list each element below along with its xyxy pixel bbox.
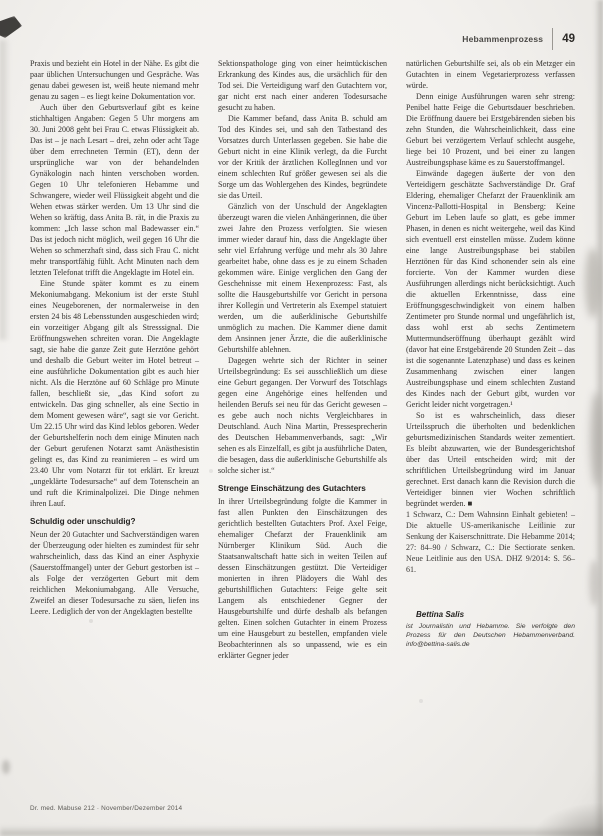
author-bio: ist Journalistin und Hebamme. Sie verfolgte den Prozess für den Deutschen Hebammenverband. info@bettina-salis.de bbox=[406, 623, 575, 648]
paragraph: Die Kammer befand, dass Anita B. schuld am Tod des Kindes sei, und sah den Tatbestand des Vorsatzes durch Unterlassen gegeben. Sie habe die Geburt nicht in eine Klinik verlegt, da die Furcht vor der Kritik der ärztlichen KollegInnen und vor einem schlechten Ruf größer gewesen sei als die Sorge um das Wohlergehen des Kindes, begründete sie das Urteil. bbox=[218, 114, 387, 200]
article-body bbox=[30, 58, 575, 792]
author-name: Bettina Salis bbox=[416, 610, 465, 619]
paragraph: Auch über den Geburtsverlauf gibt es keine stichhaltigen Angaben: Gegen 5 Uhr morgens am 30. Juni 2008 geht bei Frau C. etwas Flüssigkeit ab. Das ist – je nach Lesart – drei, zehn oder acht Tage über dem errechneten Termin (ET), denn der ursprüngliche war von der behandelnden Gynäkologin nach hinten verschoben worden. Gegen 10 Uhr telefonieren Hebamme und Schwangere, wieder weil Flüssigkeit abgeht und die Wehen etwas stärker werden. Um 13 Uhr sind die Wehen so kräftig, dass Anita B. rät, in die Praxis zu kommen: „Ich lasse schon mal Badewasser ein.“ Das ist jedoch nicht möglich, weil gegen 16 Uhr die Wehen so schmerzhaft sind, dass sich Frau C. nicht mehr transportfähig fühlt. Acht Minuten nach dem letzten Telefonat trifft die Angeklagte im Hotel ein. bbox=[30, 103, 199, 277]
running-footer: Dr. med. Mabuse 212 · November/Dezember 2014 bbox=[30, 805, 183, 812]
scan-shadow-left-edge bbox=[0, 40, 10, 340]
scan-blotch-right-2 bbox=[590, 392, 603, 487]
paragraph: Sektionspathologe ging von einer heimtückischen Erkrankung des Kindes aus, die ursächlich für den Tod sei. Die Verteidigung warf den Gutachtern vor, gar nicht erst nach einer anderen Todesursache gesucht zu haben. bbox=[218, 59, 387, 112]
paragraph: natürlichen Geburtshilfe sei, als ob ein Metzger ein Gutachten in einem Vegetarierprozess verfassen würde. bbox=[406, 59, 575, 90]
text-column-3 bbox=[406, 58, 575, 792]
paragraph: Neun der 20 Gutachter und Sachverständigen waren der Überzeugung oder hielten es zumindest für sehr wahrscheinlich, dass das Kind an einer Asphyxie (Sauerstoffmangel) unter der Geburt gestorben ist – als Folge der verzögerten Geburt mit dem reichlichen Mekoniumabgang. Alle Versuche, Zweifel an dieser Todesursache zu säen, liefen ins Leere. Lediglich der von der Angeklagten bestellte bbox=[30, 530, 199, 616]
paragraph: Gänzlich von der Unschuld der Angeklagten überzeugt waren die vielen Anhängerinnen, die über zwei Jahre den Prozess verfolgten. Sie wiesen immer wieder darauf hin, dass die Angeklagte über sehr viel Erfahrung verfüge und mehr als 30 Jahre gearbeitet habe, ohne dass es je zu einem Schaden gekommen wäre. Einige verglichen den Gang der Geschehnisse mit einem Hexenprozess: Fast, als sollte die Hausgeburtshilfe vor Gericht in persona ihrer Kollegin und Vertreterin als Exempel statuiert werden, um die außerklinische Geburtshilfe unmöglich zu machen. Die Kammer diene damit dem Ansinnen jener Ärzte, die die außerklinische Geburtshilfe ablehnen. bbox=[218, 202, 387, 354]
scan-smudge-top-left bbox=[0, 16, 22, 38]
scan-shadow-bottom-edge bbox=[0, 826, 603, 836]
text-column-1 bbox=[30, 58, 199, 792]
scan-blotch-right-1 bbox=[585, 248, 601, 318]
paragraph: Dagegen wehrte sich der Richter in seiner Urteilsbegründung: Es sei ausschließlich um diese eine Geburt gegangen. Der Vorwurf des Totschlags gegen eine Angehörige eines helfenden und heilenden Berufs sei neu für das Gericht gewesen – es gebe auch noch nichts Vergleichbares in Deutschland. Auch Nina Martin, Pressesprecherin des Deutschen Hebammenverbands, sagt: „Wir sehen es als Einzelfall, es gibt ja ausführliche Daten, die besagen, dass die außerklinische Geburtshilfe als solche sicher ist.“ bbox=[218, 356, 387, 475]
section-title: Hebammenprozess bbox=[462, 34, 544, 44]
running-header bbox=[462, 28, 575, 50]
author-block bbox=[406, 609, 575, 649]
scan-blotch-right-3 bbox=[589, 560, 599, 606]
paragraph: Einwände dagegen äußerte der von den Verteidigern geschätzte Sachverständige Dr. Graf Eldering, ehemaliger Chefarzt der Frauenklinik am Vincenz-Pallotti-Hospital in Bensberg: Keine Geburt im Leben laufe so glatt, es gebe immer Phasen, in denen es nicht weitergehe, weil das Kind sich eventuell erst einstellen müsse. Zudem könne eine lange Austreibungsphase bei stabilen Herztönen für das Kind schonender sein als eine forcierte. Von der Kammer wurden diese Ausführungen allerdings nicht berücksichtigt. Auch die aktuellen Erkenntnisse, dass eine Eröffnungsgeschwindigkeit von einem halben Zentimeter pro Stunde normal und ungefährlich ist, dass wohl erst ab sechs Zentimetern Muttermundseröffnung überhaupt gezählt wird (davor hat eine Erstgebärende 20 Stunden Zeit – das ist die sogenannte Latenzphase) und dass es keinen Zusammenhang zwischen einer langen Austreibungsphase und einem schlechten Zustand des Kindes nach der Geburt gibt, wurden vor Gericht leider nicht vorgetragen.¹ bbox=[406, 169, 575, 409]
scan-shadow-bottom-right-corner bbox=[533, 802, 603, 836]
page-number: 49 bbox=[562, 33, 575, 45]
subheading-schuldig-oder-unschuldig: Schuldig oder unschuldig? bbox=[30, 517, 136, 526]
subheading-strenge-einschaetzung: Strenge Einschätzung des Gutachters bbox=[218, 484, 366, 493]
paragraph: Praxis und bezieht ein Hotel in der Nähe. Es gibt die paar üblichen Untersuchungen und Gespräche. Was genau dabei gewesen ist, weiß heute niemand mehr genau zu sagen – es liegt keine Dokumentation vor. bbox=[30, 59, 199, 101]
scan-mark-bottom-left bbox=[2, 760, 10, 774]
text-column-2 bbox=[218, 58, 387, 792]
paragraph: Denn einige Ausführungen waren sehr streng: Penibel hatte Feige die Geburtsdauer beschrieben. Die Eröffnung dauere bei Erstgebärenden sieben bis zehn Stunden, die Wahrscheinlichkeit, dass eine Geburt bei verzögertem Verlauf schlecht ausgehe, liege bei 10 Prozent, und bei einer zu langen Austreibungsphase käme es zu Sauerstoffmangel. bbox=[406, 92, 575, 167]
scan-shadow-right-edge bbox=[594, 0, 603, 836]
footnote-reference: 1 Schwarz, C.: Dem Wahnsinn Einhalt gebieten! – Die aktuelle US-amerikanische Leitlinie zur Senkung der Kaiserschnittrate. Die Hebamme 2014; 27: 84–90 / Schwarz, C.: Die Sectiorate senken. Neue Leitlinie aus den USA. DHZ 9/2014: S. 56–61. bbox=[406, 510, 575, 574]
paragraph: Eine Stunde später kommt es zu einem Mekoniumabgang. Mekonium ist der erste Stuhl eines Neugeborenen, der normalerweise in den ersten 24 bis 48 Lebensstunden ausgeschieden wird; ein vorzeitiger Abgang gilt als Stresssignal. Die Eröffnungswehen schreiten voran. Die Angeklagte sagt, sie habe die ganze Zeit gute Herztöne gehört und deshalb die Geburt weiter im Hotel betreut – eine ausführliche Dokumentation gibt es auch hier nicht. Als die Herztöne auf 60 Schläge pro Minute fallen, beschließt sie, „das Kind sofort zu entwickeln. Das ging schneller, als eine Sectio in dem Moment gewesen wäre“, sagt sie vor Gericht. Um 22.15 Uhr wird das Kind leblos geboren. Weder der Geburtshelferin noch dem einige Minuten nach der Geburt gerufenen Notarzt samt Anästhesistin gelingt es, das Kind zu reanimieren – es wird um 23.40 Uhr vom Notarzt für tot erklärt. Er kreuzt „ungeklärte Todesursache“ auf dem Totenschein an und ruft die Kriminalpolizei. Die Dinge nehmen ihren Lauf. bbox=[30, 279, 199, 508]
paragraph: In ihrer Urteilsbegründung folgte die Kammer in fast allen Punkten den Einschätzungen des gerichtlich bestellten Gutachters Prof. Axel Feige, ehemaliger Chefarzt der Frauenklinik am Nürnberger Klinikum Süd. Auch die Staatsanwaltschaft hatte sich in weiten Teilen auf dessen Einschätzungen gestützt. Die Verteidiger monierten in ihren Plädoyers die Wahl des geburtshilflichen Gutachters: Feige gelte seit Langem als entschiedener Gegner der Hausgeburtshilfe und dürfe deshalb als befangen gelten. Einen solchen Gutachter in einem Prozess um eine Hausgeburt zu bestellen, empfanden viele Beobachterinnen als so unpassend, wie es ein erklärter Gegner jeder bbox=[218, 497, 387, 660]
paragraph: So ist es wahrscheinlich, dass dieser Urteilsspruch die überholten und bedenklichen geburtsmedizinischen Standards weiter zementiert. Es bleibt abzuwarten, wie der Bundesgerichtshof über das Urteil entscheiden wird; mit der schriftlichen Urteilsbegründung wird im Januar gerechnet. Erst danach kann die Revision durch die Verteidiger binnen vier Wochen schriftlich begründet werden. ■ bbox=[406, 411, 575, 508]
header-divider bbox=[552, 28, 553, 50]
scan-speckles bbox=[0, 0, 2, 2]
